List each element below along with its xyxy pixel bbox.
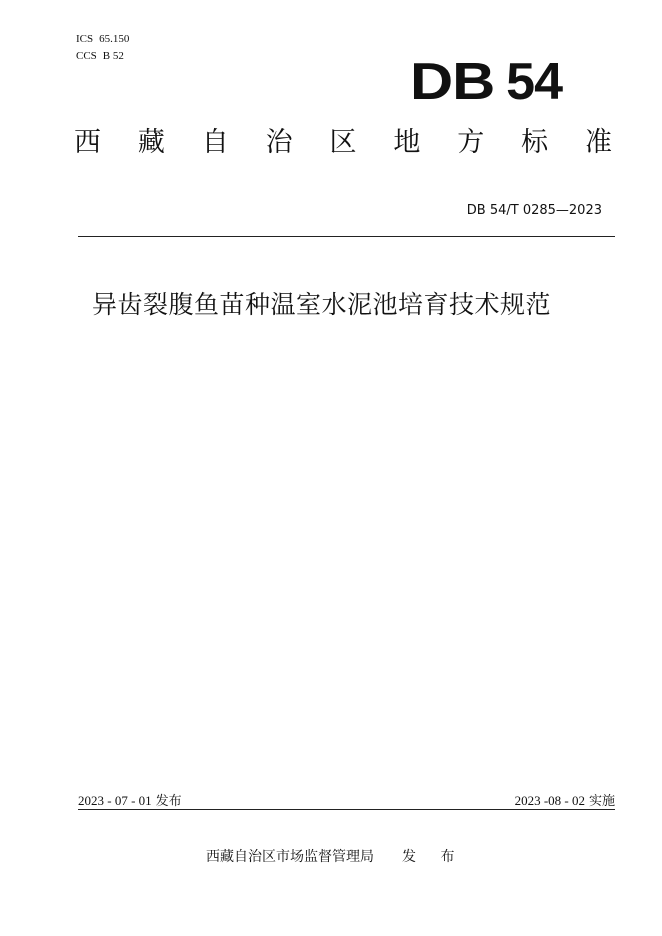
- ccs-label: CCS: [76, 50, 97, 62]
- standard-type-char: 准: [585, 127, 612, 158]
- standard-type-char: 西: [74, 127, 101, 158]
- implement-info: [515, 790, 615, 809]
- standard-type-char: 治: [265, 127, 293, 158]
- standard-type-char: 地: [393, 127, 421, 158]
- ics-code: [76, 31, 129, 48]
- ccs-code: [76, 48, 129, 65]
- standard-type-char: 标: [521, 127, 549, 158]
- release-label: 发布: [155, 794, 182, 809]
- header-divider: [78, 236, 615, 237]
- issuer-action: 发 布: [402, 849, 465, 865]
- standard-number: DB 54/T 0285—2023: [466, 203, 602, 218]
- db54-logo: [410, 53, 562, 111]
- issuer-line: [206, 846, 464, 866]
- ics-label: ICS: [76, 33, 94, 45]
- ccs-value: B 52: [102, 50, 124, 62]
- classification-codes: [76, 31, 129, 65]
- date-line: [78, 790, 615, 809]
- standard-type-heading: [74, 126, 612, 160]
- logo-prefix: DB: [410, 53, 495, 111]
- footer-divider: [78, 809, 615, 810]
- implement-label: 实施: [588, 794, 615, 809]
- issuer-name: 西藏自治区市场监督管理局: [206, 849, 374, 865]
- release-info: [78, 790, 182, 809]
- document-title: 异齿裂腹鱼苗种温室水泥池培育技术规范: [92, 290, 552, 319]
- release-date: 2023 - 07 - 01: [78, 793, 152, 808]
- standard-type-char: 藏: [137, 127, 165, 158]
- standard-type-char: 区: [329, 127, 357, 158]
- standard-type-char: 自: [201, 127, 229, 158]
- ics-value: 65.150: [99, 33, 130, 45]
- logo-number: 54: [506, 53, 562, 111]
- implement-date: 2023 -08 - 02: [514, 793, 585, 808]
- standard-type-char: 方: [457, 127, 485, 158]
